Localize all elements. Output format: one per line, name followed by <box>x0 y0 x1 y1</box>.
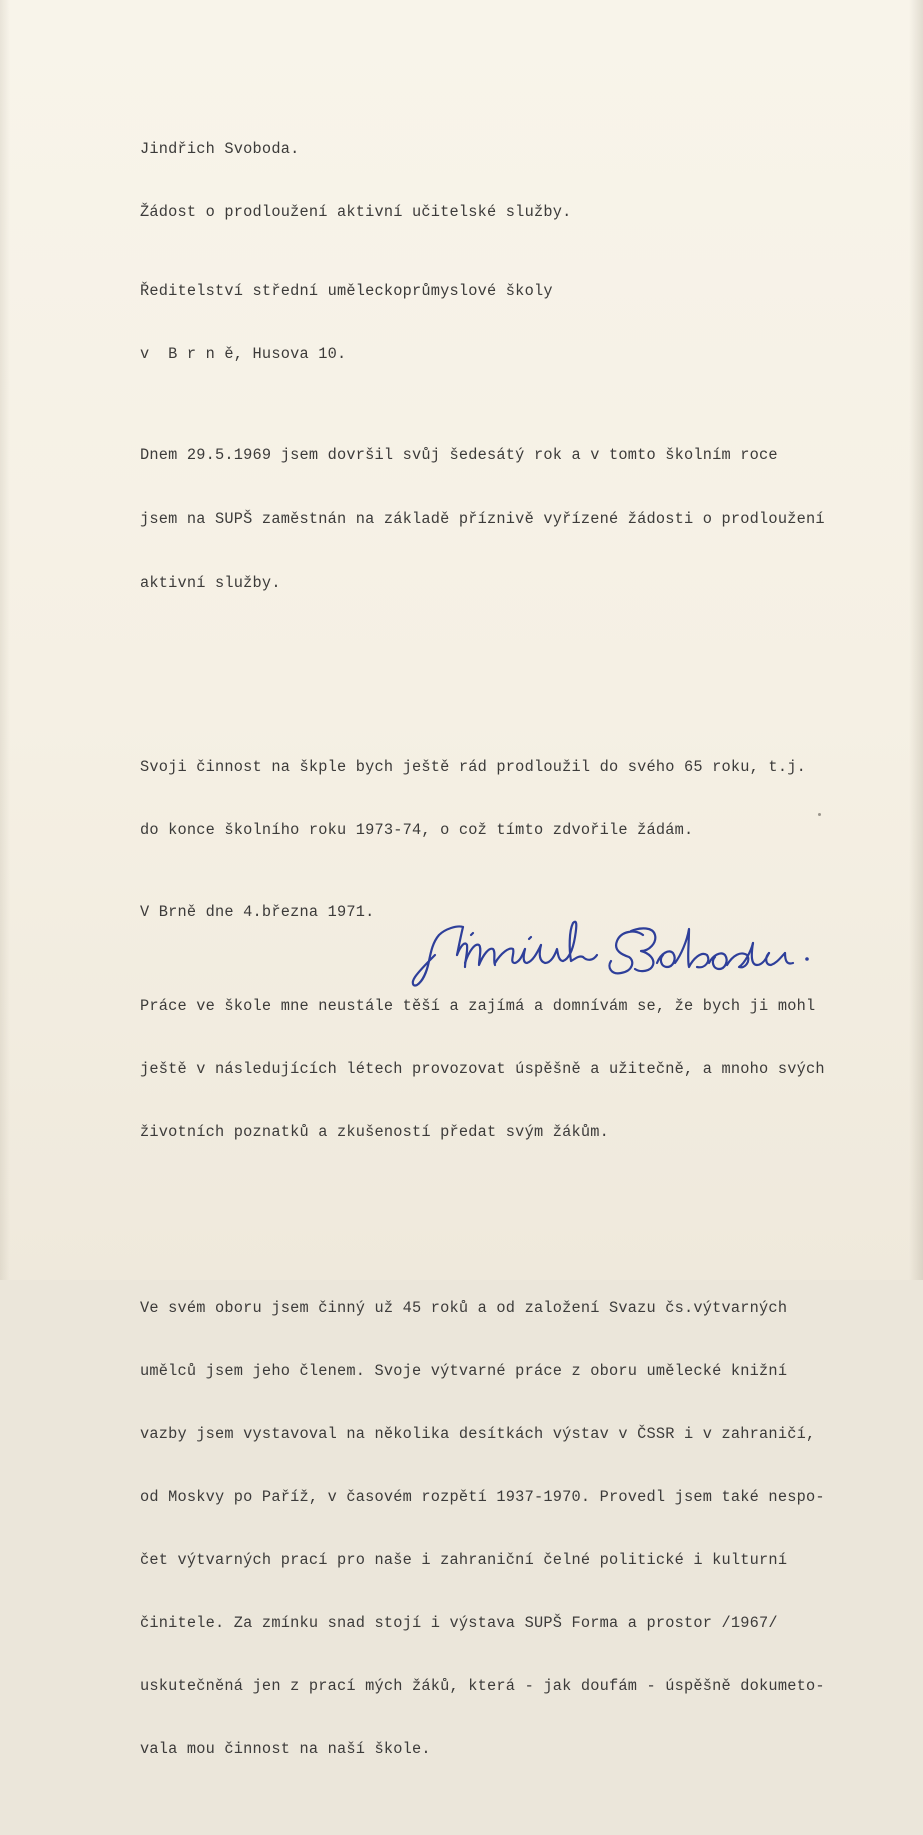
body-line: čet výtvarných prací pro naše i zahraniční čelné politické i kulturní <box>140 1551 788 1569</box>
address-line: v B r n ě, Husova 10. <box>140 345 347 363</box>
body-line: činitele. Za zmínku snad stojí i výstava SUPŠ Forma a prostor /1967/ <box>140 1614 778 1632</box>
letter-body <box>140 370 825 1835</box>
body-line: umělců jsem jeho členem. Svoje výtvarné práce z oboru umělecké knižní <box>140 1362 788 1380</box>
body-line: aktivní služby. <box>140 574 281 592</box>
body-line: Svoji činnost na škple bych ještě rád prodloužil do svého 65 roku, t.j. <box>140 758 806 776</box>
body-line: do konce školního roku 1973-74, o což tímto zdvořile žádám. <box>140 821 694 839</box>
body-paragraph <box>140 406 825 634</box>
signature-period <box>805 957 809 961</box>
body-line: od Moskvy po Paříž, v časovém rozpětí 1937-1970. Provedl jsem také nespo- <box>140 1488 825 1506</box>
place-and-date <box>140 863 375 962</box>
page-left-shadow <box>0 0 10 1280</box>
body-line: vazby jsem vystavoval na několika desítkách výstav v ČSSR i v zahraničí, <box>140 1425 816 1443</box>
body-line: Dnem 29.5.1969 jsem dovršil svůj šedesátý rok a v tomto školním roce <box>140 446 778 464</box>
page-right-shadow <box>909 0 923 1280</box>
body-line: životních poznatků a zkušeností předat svým žákům. <box>140 1123 609 1141</box>
body-paragraph <box>140 1259 825 1799</box>
body-paragraph <box>140 718 825 880</box>
handwritten-signature <box>405 905 825 995</box>
body-line: Práce ve škole mne neustále těší a zajímá a domnívám se, že bych ji mohl <box>140 997 816 1015</box>
paragraph-gap <box>140 670 825 682</box>
body-line: uskutečněná jen z prací mých žáků, která - jak doufám - úspěšně dokumeto- <box>140 1677 825 1695</box>
body-line: vala mou činnost na naší škole. <box>140 1740 431 1758</box>
body-line: ještě v následujících létech provozovat úspěšně a užitečně, a mnoho svých <box>140 1060 825 1078</box>
place-date-line: V Brně dne 4.března 1971. <box>140 903 375 921</box>
letter-subject: Žádost o prodloužení aktivní učitelské služby. <box>140 203 572 221</box>
body-line: Ve svém oboru jsem činný už 45 roků a od založení Svazu čs.výtvarných <box>140 1299 788 1317</box>
address-line: Ředitelství střední uměleckoprůmyslové školy <box>140 282 553 300</box>
body-line: jsem na SUPŠ zaměstnán na základě příznivě vyřízené žádosti o prodloužení <box>140 510 825 528</box>
sender-name: Jindřich Svoboda. <box>140 140 300 158</box>
letter-header <box>140 100 571 262</box>
paragraph-gap <box>140 1218 825 1223</box>
